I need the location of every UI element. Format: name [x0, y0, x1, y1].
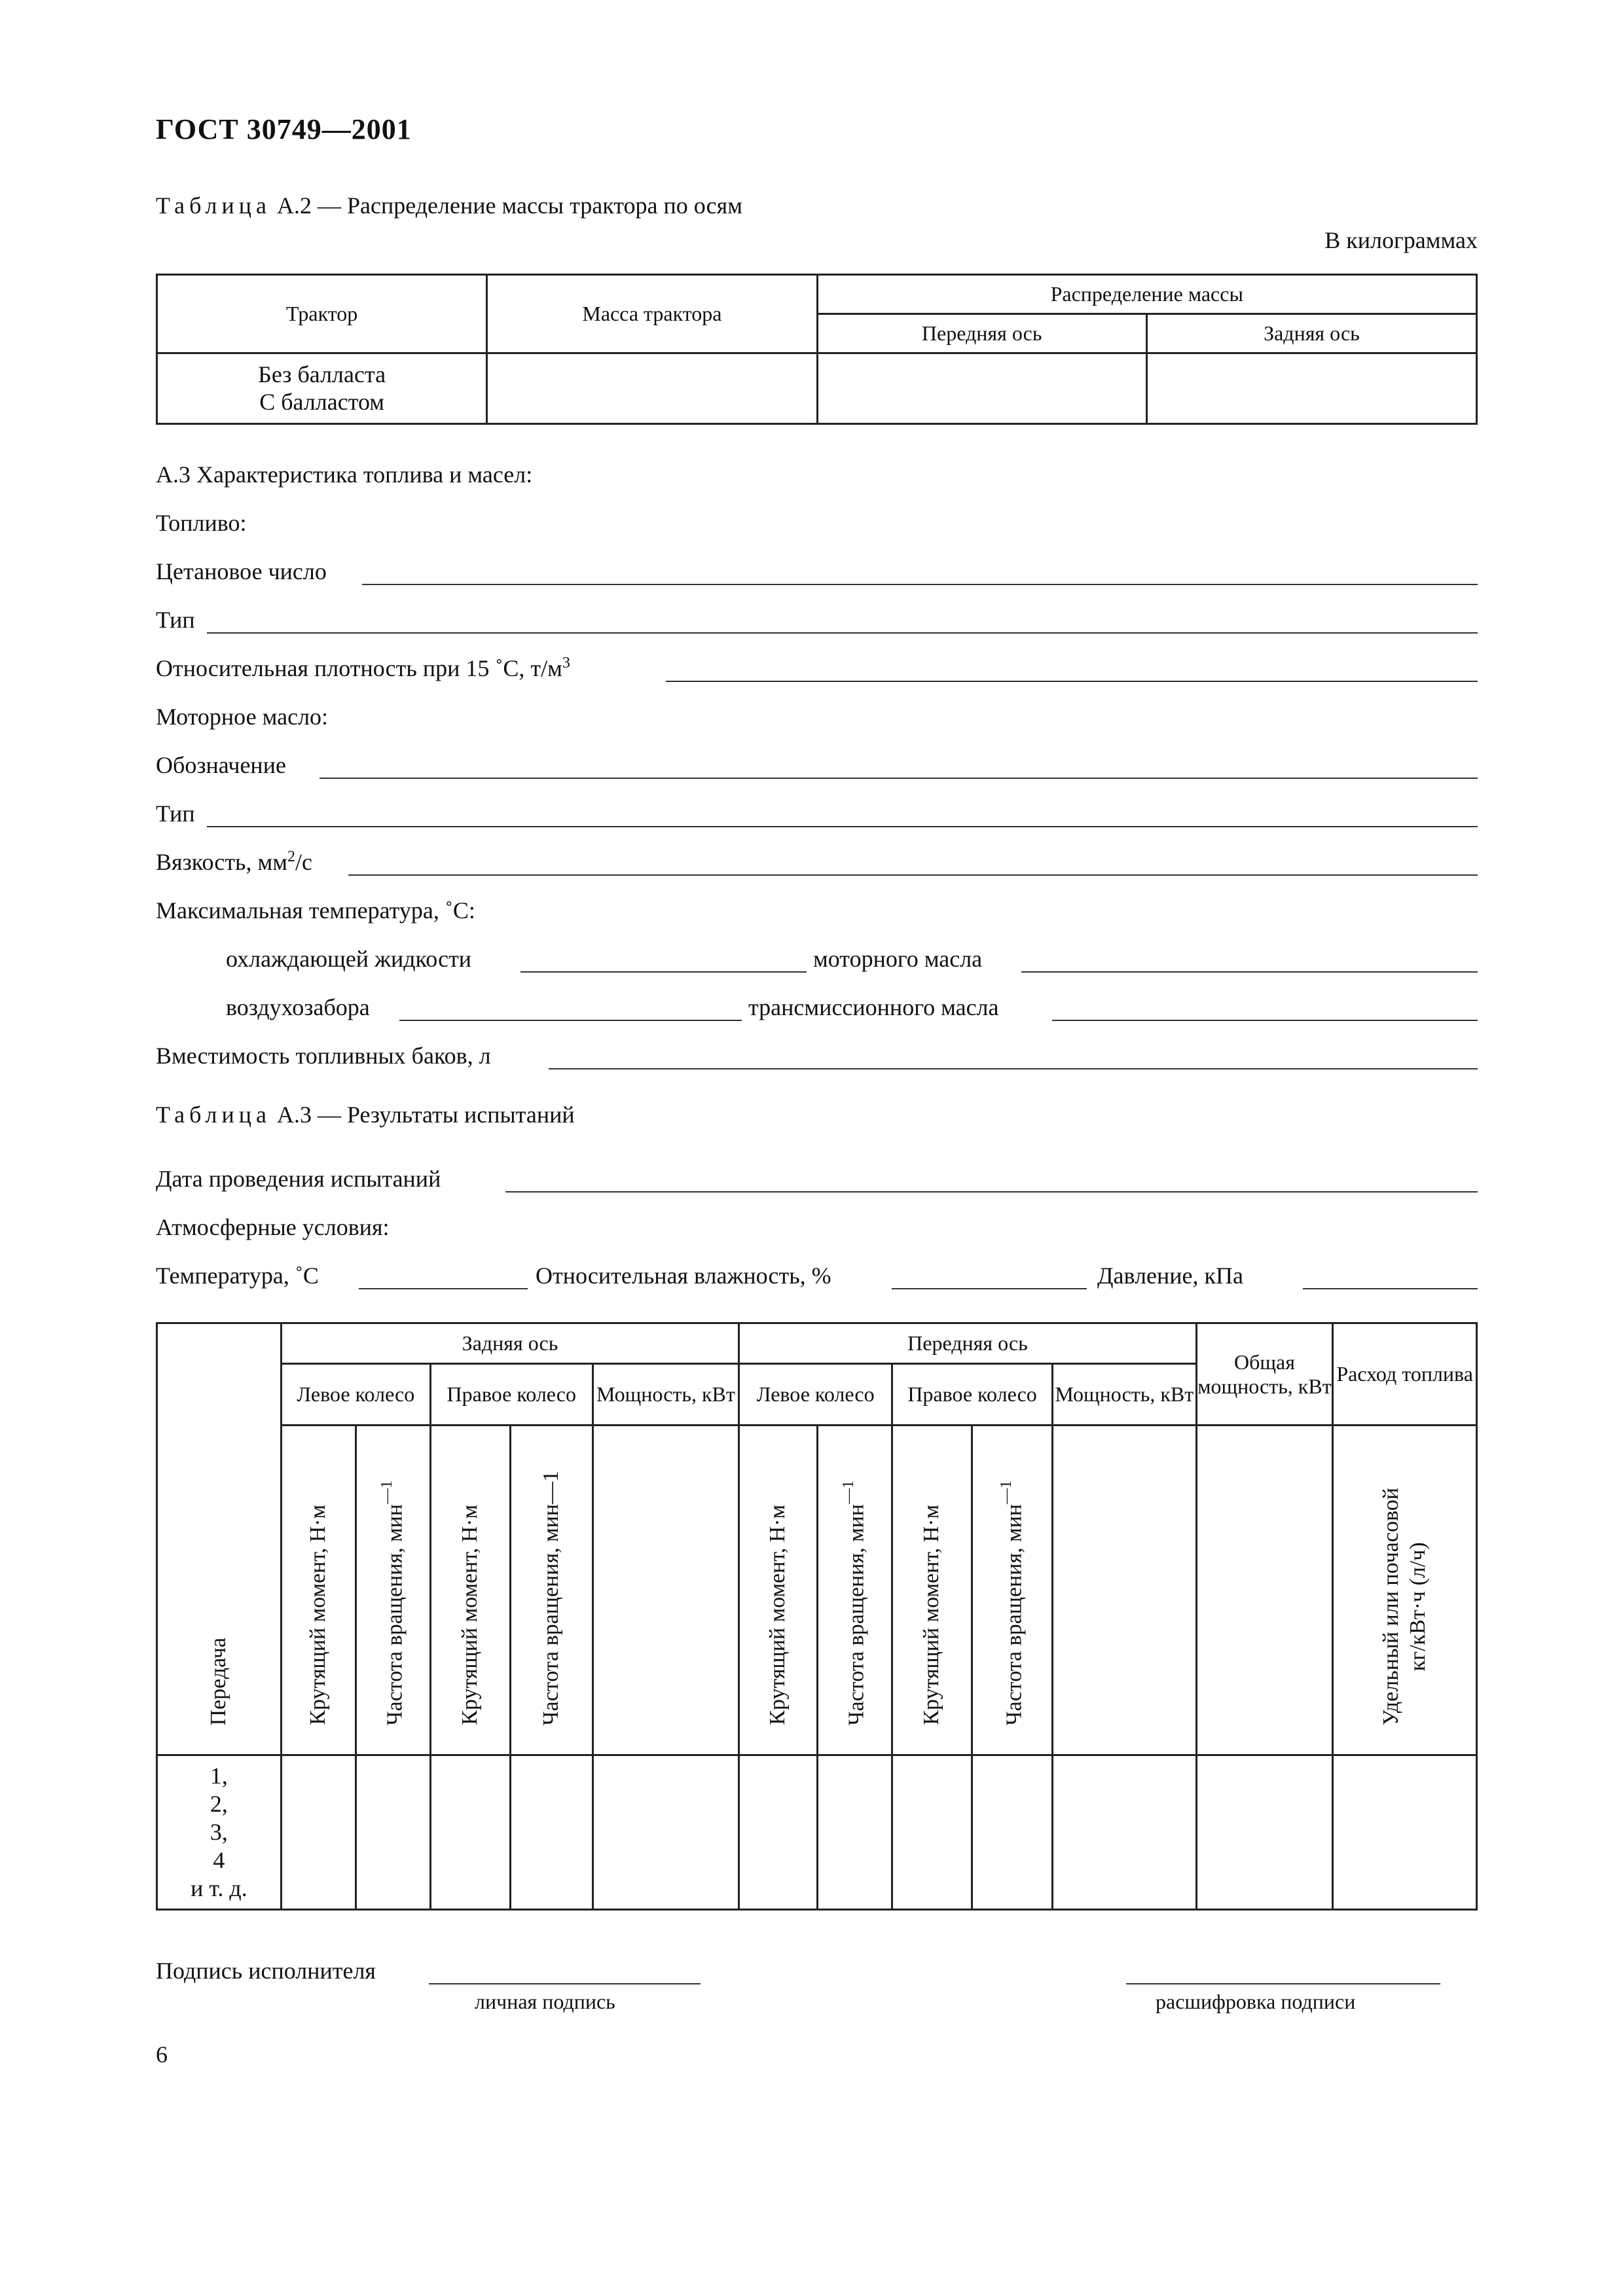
header-rear-power: Мощность, кВт	[593, 1364, 739, 1426]
humidity-field[interactable]	[892, 1288, 1087, 1289]
rpm-sup: —1	[839, 1480, 857, 1504]
header-front-axle-group: Передняя ось	[739, 1323, 1196, 1364]
header-rear-left-wheel: Левое колесо	[281, 1364, 430, 1426]
cell-tractor-rows	[157, 353, 487, 424]
signature-decoding-field[interactable]	[1126, 1983, 1440, 1984]
personal-signature-caption: личная подпись	[475, 1990, 615, 2013]
cell-front	[817, 353, 1146, 424]
viscosity-unit: /с	[295, 849, 313, 875]
rpm-text	[378, 1480, 409, 1725]
header-rear-axle: Задняя ось	[1146, 314, 1476, 353]
transmission-oil-label: трансмиссионного масла	[748, 994, 999, 1020]
total-power-cell	[1196, 1426, 1333, 1755]
gear-item: 2,	[210, 1790, 228, 1817]
header-front-right-wheel: Правое колесо	[892, 1364, 1053, 1426]
header-mass: Масса трактора	[487, 275, 817, 353]
torque-text: Крутящий момент, Н·м	[765, 1505, 790, 1726]
rpm-text: Частота вращения, мин—1	[539, 1470, 564, 1726]
signature-decoding-caption: расшифровка подписи	[1156, 1990, 1356, 2013]
torque-text: Крутящий момент, Н·м	[919, 1505, 944, 1726]
table-a3-caption	[156, 1101, 575, 1128]
tank-capacity-label: Вместимость топливных баков, л	[156, 1043, 491, 1069]
front-power-cell	[1052, 1426, 1196, 1755]
header-front-power: Мощность, кВт	[1052, 1364, 1196, 1426]
cetane-label: Цетановое число	[156, 558, 327, 584]
data-cell	[739, 1755, 817, 1910]
table-a2-caption-label: Таблица	[156, 192, 271, 219]
test-date-field[interactable]	[505, 1191, 1478, 1193]
fuel-type-field[interactable]	[207, 632, 1478, 634]
cell-rear	[1146, 353, 1476, 424]
row-no-ballast: Без балласта	[258, 361, 386, 388]
personal-signature-field[interactable]	[429, 1983, 701, 1984]
data-cell	[1333, 1755, 1477, 1910]
atmospheric-label: Атмосферные условия:	[156, 1214, 390, 1240]
rpm-sup: —1	[997, 1480, 1015, 1504]
table-a2	[156, 274, 1478, 425]
rpm-text	[839, 1480, 870, 1725]
air-intake-field[interactable]	[399, 1020, 742, 1021]
temperature-field[interactable]	[359, 1288, 528, 1289]
fuel-label: Топливо:	[156, 510, 247, 536]
oil-type-label: Тип	[156, 800, 195, 827]
coolant-field[interactable]	[520, 971, 807, 973]
units-label: В килограммах	[1324, 227, 1478, 253]
data-cell	[1196, 1755, 1333, 1910]
gear-header-text: Передача	[206, 1637, 230, 1726]
test-date-label: Дата проведения испытаний	[156, 1166, 441, 1192]
front-right-torque	[892, 1426, 972, 1755]
designation-label: Обозначение	[156, 752, 286, 778]
viscosity-sup: 2	[287, 848, 296, 865]
rpm-text	[997, 1480, 1028, 1725]
data-cell	[817, 1755, 892, 1910]
data-cell	[281, 1755, 356, 1910]
rpm-label: Частота вращения, мин	[382, 1503, 407, 1726]
front-left-torque	[739, 1426, 817, 1755]
coolant-label: охлаждающей жидкости	[226, 946, 472, 972]
rpm-label: Частота вращения, мин	[844, 1503, 869, 1726]
specific-fuel-units: кг/кВт·ч (л/ч)	[1405, 1542, 1430, 1672]
table-a2-caption	[156, 192, 742, 219]
row-with-ballast: С балластом	[259, 388, 385, 415]
designation-field[interactable]	[319, 778, 1478, 779]
gear-item: 3,	[210, 1818, 228, 1845]
viscosity-field[interactable]	[348, 874, 1478, 876]
header-front-axle: Передняя ось	[817, 314, 1146, 353]
rear-right-torque	[430, 1426, 510, 1755]
page-number: 6	[156, 2041, 168, 2068]
data-cell	[511, 1755, 593, 1910]
cetane-field[interactable]	[362, 584, 1478, 585]
motor-oil-label: Моторное масло:	[156, 704, 329, 730]
gear-item: 1,	[210, 1762, 228, 1789]
gear-list-cell	[157, 1755, 282, 1910]
density-sup: 3	[562, 655, 570, 672]
header-distribution: Распределение массы	[817, 275, 1476, 314]
gear-item: и т. д.	[191, 1875, 247, 1902]
data-cell	[1052, 1755, 1196, 1910]
signature-label: Подпись исполнителя	[156, 1958, 376, 1984]
specific-fuel-text	[1378, 1488, 1432, 1725]
data-cell	[356, 1755, 431, 1910]
rear-left-torque	[281, 1426, 356, 1755]
data-cell	[593, 1755, 739, 1910]
cell-mass	[487, 353, 817, 424]
front-right-rpm	[972, 1426, 1053, 1755]
specific-fuel-label: Удельный или почасовой	[1378, 1487, 1403, 1726]
density-label	[156, 655, 570, 682]
viscosity-label	[156, 848, 312, 876]
header-rear-right-wheel: Правое колесо	[430, 1364, 593, 1426]
section-a3-title: А.3 Характеристика топлива и масел:	[156, 461, 533, 488]
table-a3	[156, 1322, 1478, 1910]
header-rear-axle-group: Задняя ось	[281, 1323, 739, 1364]
tank-capacity-field[interactable]	[549, 1068, 1478, 1069]
rpm-sup: —1	[378, 1480, 395, 1504]
density-field[interactable]	[666, 681, 1478, 682]
front-left-rpm	[817, 1426, 892, 1755]
viscosity-text: Вязкость, мм	[156, 849, 288, 875]
torque-text: Крутящий момент, Н·м	[458, 1505, 483, 1726]
data-cell	[892, 1755, 972, 1910]
max-temp-label: Максимальная температура, ˚С:	[156, 897, 475, 924]
header-total-power: Общая мощность, кВт	[1196, 1323, 1333, 1426]
header-front-left-wheel: Левое колесо	[739, 1364, 892, 1426]
transmission-oil-field[interactable]	[1052, 1020, 1478, 1021]
table-a2-caption-text: А.2 — Распределение массы трактора по осям	[270, 192, 743, 219]
humidity-label: Относительная влажность, %	[536, 1263, 831, 1289]
oil-type-field[interactable]	[207, 826, 1478, 827]
fuel-type-label: Тип	[156, 607, 195, 633]
header-fuel: Расход топлива	[1333, 1323, 1477, 1426]
engine-oil-label: моторного масла	[813, 946, 983, 972]
air-intake-label: воздухозабора	[226, 994, 370, 1020]
header-tractor: Трактор	[157, 275, 487, 353]
data-cell	[972, 1755, 1053, 1910]
table-a3-caption-text: А.3 — Результаты испытаний	[270, 1102, 575, 1128]
specific-fuel-cell	[1333, 1426, 1477, 1755]
temperature-label: Температура, ˚С	[156, 1263, 319, 1289]
engine-oil-field[interactable]	[1021, 971, 1478, 973]
table-a3-caption-label: Таблица	[156, 1102, 271, 1128]
pressure-label: Давление, кПа	[1097, 1263, 1243, 1289]
gear-item: 4	[213, 1847, 225, 1874]
rpm-label: Частота вращения, мин	[1002, 1503, 1026, 1726]
rear-left-rpm	[356, 1426, 431, 1755]
density-text: Относительная плотность при 15 ˚С, т/м	[156, 655, 562, 681]
pressure-field[interactable]	[1303, 1288, 1478, 1289]
torque-text: Крутящий момент, Н·м	[306, 1505, 331, 1726]
rear-power-cell	[593, 1426, 739, 1755]
standard-header: ГОСТ 30749—2001	[156, 113, 412, 145]
rear-right-rpm	[511, 1426, 593, 1755]
data-cell	[430, 1755, 510, 1910]
header-gear	[157, 1323, 282, 1755]
